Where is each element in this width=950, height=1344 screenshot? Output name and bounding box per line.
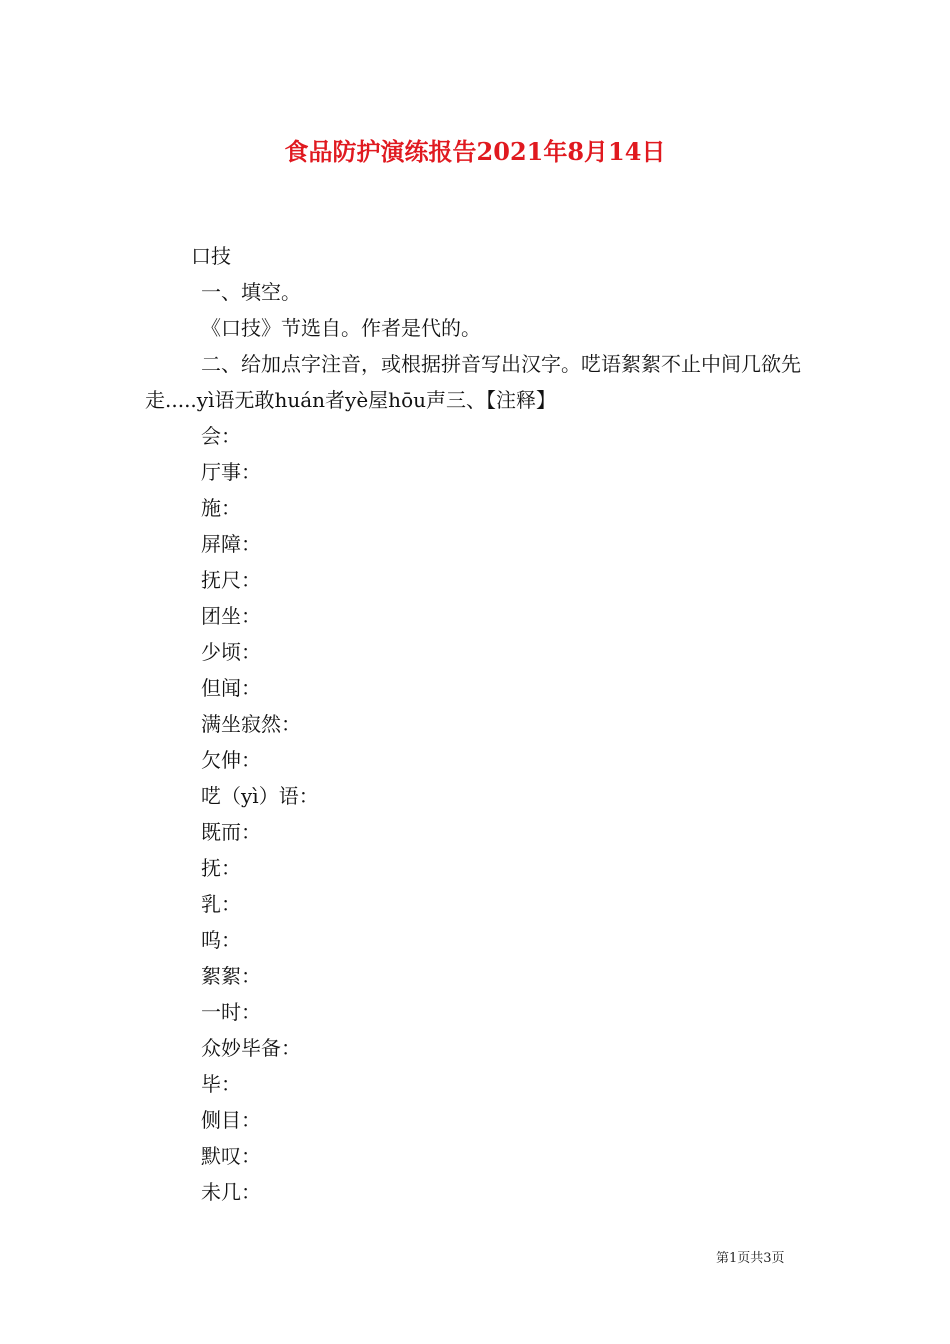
fill-blank-question: 《口技》节选自。作者是代的。: [201, 316, 481, 340]
glossary-item: 呓（yì）语：: [201, 784, 319, 808]
glossary-item: 欠伸：: [201, 748, 261, 772]
glossary-item: 既而：: [201, 820, 261, 844]
glossary-item: 少顷：: [201, 640, 261, 664]
document-body: [145, 238, 810, 1210]
glossary-list: [145, 418, 810, 1210]
glossary-item: 会：: [201, 424, 241, 448]
glossary-item: 絮絮：: [201, 964, 261, 988]
glossary-item: 屏障：: [201, 532, 261, 556]
glossary-item: 但闻：: [201, 676, 261, 700]
glossary-item: 未几：: [201, 1180, 261, 1204]
glossary-item: 默叹：: [201, 1144, 261, 1168]
glossary-item: 呜：: [201, 928, 241, 952]
pinyin-question: 二、给加点字注音，或根据拼音写出汉字。呓语絮絮不止中间几欲先走.....yì语无敢huán者yè屋hōu声三、【注释】: [145, 352, 801, 412]
glossary-item: 抚：: [201, 856, 241, 880]
glossary-item: 众妙毕备：: [201, 1036, 301, 1060]
page-number: 第1页共3页: [716, 1251, 785, 1266]
glossary-item: 抚尺：: [201, 568, 261, 592]
glossary-item: 一时：: [201, 1000, 261, 1024]
glossary-item: 厅事：: [201, 460, 261, 484]
glossary-item: 乳：: [201, 892, 241, 916]
page-title: 食品防护演练报告2021年8月14日: [284, 137, 666, 166]
glossary-item: 侧目：: [201, 1108, 261, 1132]
section-fill-blank-heading: 一、填空。: [201, 280, 301, 304]
glossary-item: 满坐寂然：: [201, 712, 301, 736]
glossary-item: 团坐：: [201, 604, 261, 628]
lesson-heading: 口技: [191, 244, 231, 268]
glossary-item: 施：: [201, 496, 241, 520]
glossary-item: 毕：: [201, 1072, 241, 1096]
